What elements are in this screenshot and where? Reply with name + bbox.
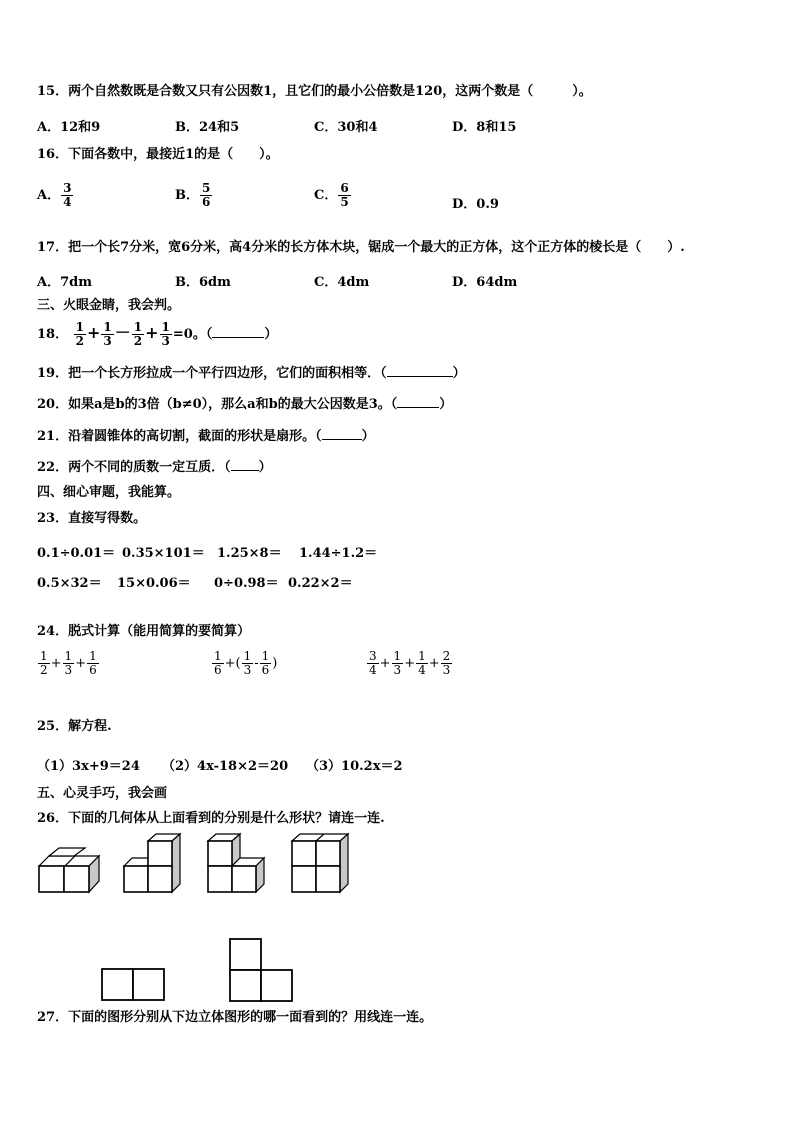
q17-option-d: D．64dm	[452, 275, 518, 290]
q19-statement	[37, 364, 466, 382]
q25-equation-1: （1）3x+9＝24	[37, 759, 140, 774]
operator: +(	[224, 656, 241, 671]
q26-solid-4	[290, 834, 352, 896]
fraction-denominator: 3	[103, 334, 112, 348]
fraction	[101, 321, 113, 348]
q23-item: 0.35×101＝	[122, 546, 205, 561]
q21-statement	[37, 427, 375, 445]
q23-item: 1.44÷1.2＝	[299, 546, 378, 561]
operator: +	[75, 656, 87, 671]
fraction-denominator: 4	[369, 663, 377, 677]
q16-option-a-label: A．	[37, 188, 61, 203]
fraction	[61, 182, 73, 209]
operator: +	[428, 656, 440, 671]
fraction-numerator: 6	[340, 181, 349, 195]
operator: -	[254, 656, 259, 671]
q18-statement	[37, 320, 277, 348]
section-5-heading: 五、心灵手巧，我会画	[37, 786, 168, 801]
fraction-denominator: 6	[202, 195, 211, 209]
fraction-numerator: 3	[63, 181, 72, 195]
fraction	[212, 650, 224, 677]
fraction-denominator: 2	[133, 334, 143, 348]
fraction	[74, 321, 86, 348]
q19-text: 19．把一个长方形拉成一个平行四边形，它们的面积相等．（	[37, 366, 387, 381]
q18-close: ）	[264, 327, 278, 342]
q15-stem: 15．两个自然数既是合数又只有公因数1，且它们的最小公倍数是120，这两个数是（ ）。	[37, 84, 592, 99]
answer-blank[interactable]	[231, 458, 259, 471]
fraction	[260, 650, 272, 677]
fraction-numerator: 1	[133, 320, 143, 334]
operator: －	[114, 323, 131, 342]
fraction-denominator: 3	[161, 334, 170, 348]
fraction-denominator: 3	[442, 663, 451, 677]
fraction-denominator: 6	[261, 663, 270, 677]
q25-equation-2: （2）4x-18×2＝20	[162, 759, 289, 774]
q23-item: 0.22×2＝	[288, 576, 353, 591]
q26-solid-1	[36, 852, 100, 896]
q24-expression-2	[211, 650, 277, 677]
fraction-numerator: 5	[202, 181, 211, 195]
q16-option-c-label: C．	[314, 188, 338, 203]
q26-top-view-2	[229, 938, 293, 1002]
q23-item: 15×0.06＝	[117, 576, 191, 591]
answer-blank[interactable]	[212, 325, 264, 338]
q22-statement	[37, 458, 272, 476]
fraction-numerator: 1	[103, 320, 112, 334]
fraction	[63, 650, 75, 677]
q17-option-b: B．6dm	[175, 275, 231, 290]
fraction-denominator: 4	[63, 195, 72, 209]
q16-option-d: D．0.9	[452, 197, 499, 212]
operator: )	[272, 656, 278, 671]
q19-close: ）	[452, 366, 466, 381]
fraction-denominator: 3	[393, 663, 402, 677]
q17-option-a: A．7dm	[37, 275, 92, 290]
fraction	[242, 650, 254, 677]
q26-stem: 26．下面的几何体从上面看到的分别是什么形状？请连一连.	[37, 811, 385, 826]
fraction	[392, 650, 404, 677]
q16-option-b	[175, 182, 213, 209]
q17-option-c: C．4dm	[314, 275, 370, 290]
answer-blank[interactable]	[387, 364, 453, 377]
q18-tail: =0。（	[172, 327, 213, 342]
q25-equation-3: （3）10.2x＝2	[306, 759, 403, 774]
operator: +	[379, 656, 391, 671]
fraction	[200, 182, 212, 209]
operator: +	[145, 323, 159, 342]
fraction-numerator: 1	[393, 649, 402, 663]
fraction	[38, 650, 50, 677]
q22-text: 22．两个不同的质数一定互质．（	[37, 460, 231, 475]
fraction	[338, 182, 350, 209]
answer-blank[interactable]	[322, 427, 362, 440]
fraction-numerator: 1	[161, 320, 170, 334]
fraction	[441, 650, 453, 677]
fraction-numerator: 1	[418, 649, 426, 663]
q22-close: ）	[258, 460, 272, 475]
fraction-denominator: 2	[75, 334, 84, 348]
q23-item: 1.25×8＝	[217, 546, 282, 561]
q15-option-b: B．24和5	[175, 120, 240, 135]
fraction	[160, 321, 172, 348]
q25-stem: 25．解方程.	[37, 719, 112, 734]
q23-item: 0.5×32＝	[37, 576, 102, 591]
fraction-denominator: 6	[214, 663, 222, 677]
fraction-numerator: 1	[214, 649, 222, 663]
fraction-numerator: 2	[442, 649, 451, 663]
fraction-numerator: 1	[261, 649, 270, 663]
q20-statement	[37, 395, 452, 413]
q26-solid-3	[206, 834, 268, 896]
q27-stem: 27．下面的图形分别从下边立体图形的哪一面看到的？用线连一连。	[37, 1010, 433, 1025]
fraction-numerator: 1	[243, 649, 252, 663]
q15-option-d: D．8和15	[452, 120, 517, 135]
q16-option-c	[314, 182, 352, 209]
operator: +	[86, 323, 101, 342]
operator: +	[50, 656, 62, 671]
q15-option-a: A．12和9	[37, 120, 101, 135]
q26-top-view-1	[101, 968, 165, 1002]
q21-close: ）	[361, 429, 375, 444]
q16-stem: 16．下面各数中，最接近1的是（ ）。	[37, 147, 279, 162]
fraction-denominator: 4	[418, 663, 426, 677]
q18-label: 18．	[37, 327, 69, 342]
fraction-numerator: 1	[64, 649, 73, 663]
section-4-heading: 四、细心审题，我能算。	[37, 485, 181, 500]
q24-stem: 24．脱式计算（能用简算的要简算）	[37, 624, 251, 639]
q23-item: 0.1÷0.01＝	[37, 546, 116, 561]
fraction	[87, 650, 99, 677]
fraction-denominator: 5	[340, 195, 349, 209]
fraction-denominator: 3	[64, 663, 73, 677]
fraction	[367, 650, 379, 677]
fraction	[416, 650, 428, 677]
q26-solid-2	[122, 834, 184, 896]
q23-item: 0÷0.98＝	[214, 576, 279, 591]
q20-text: 20．如果a是b的3倍（b≠0），那么a和b的最大公因数是3。（	[37, 397, 398, 412]
q15-option-c: C．30和4	[314, 120, 378, 135]
fraction-numerator: 1	[40, 649, 48, 663]
answer-blank[interactable]	[397, 395, 439, 408]
q24-expression-3	[366, 650, 453, 677]
fraction-denominator: 2	[40, 663, 48, 677]
fraction-denominator: 3	[243, 663, 252, 677]
section-3-heading: 三、火眼金睛，我会判。	[37, 298, 181, 313]
fraction-denominator: 6	[89, 663, 97, 677]
fraction	[132, 321, 144, 348]
q16-option-a	[37, 182, 74, 209]
q24-expression-1	[37, 650, 100, 677]
operator: +	[404, 656, 416, 671]
q21-text: 21．沿着圆锥体的高切割，截面的形状是扇形。（	[37, 429, 322, 444]
q20-close: ）	[439, 397, 453, 412]
fraction-numerator: 3	[369, 649, 377, 663]
q16-option-b-label: B．	[175, 188, 199, 203]
fraction-numerator: 1	[75, 320, 84, 334]
q17-stem: 17．把一个长7分米，宽6分米，高4分米的长方体木块，锯成一个最大的正方体，这个正方体的棱长是（ ）.	[37, 240, 685, 255]
fraction-numerator: 1	[89, 649, 97, 663]
q23-stem: 23．直接写得数。	[37, 511, 147, 526]
